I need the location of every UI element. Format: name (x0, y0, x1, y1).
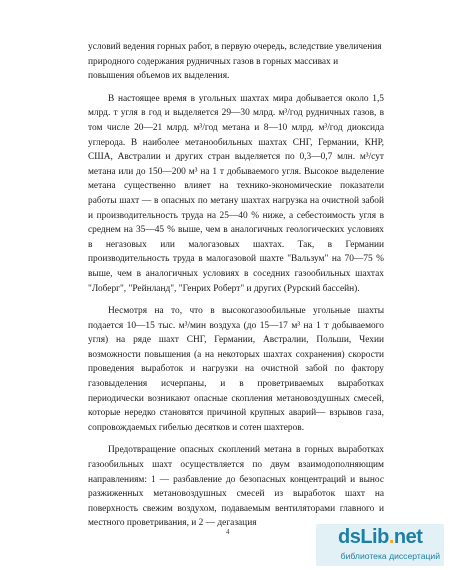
logo-text-dot: . (388, 526, 394, 548)
watermark-subtitle: библиотека диссертаций (340, 551, 440, 561)
paragraph-ventilation: Несмотря на то, что в высокогазообильные угольные шахты подается 10—15 тыс. м³/мин воздуха (до 15—17 м³ на 1 т добываемого угля) на ряде шахт СНГ, Германии, Австралии, Польши, Чехии возможности повышения (а на некоторых шахтах сохранения) скорости проведения выработок и нагрузки на очистной забой по фактору газовыделения исчерпаны, и в проветриваемых выработках периодически возникают опасные скопления метановоздушных смесей, которые нередко становятся причиной крупных аварий— взрывов газа, сопровождаемых гибелью десятков и сотен шахтеров. (88, 306, 384, 433)
dslib-watermark (316, 524, 444, 566)
logo-text-net: net (393, 526, 423, 548)
page-number: 4 (226, 528, 230, 536)
logo-text-dslib: dsLib (338, 526, 389, 548)
paragraph-continuation: условий ведения горных работ, в первую очередь, вследствие увеличения природного содержания рудничных газов в горных массивах и повышения объемов их выделения. (88, 42, 382, 82)
dslib-logo (338, 526, 422, 549)
paragraph-prevention: Предотвращение опасных скоплений метана в горных выработках газообильных шахт осуществляется по двум взаимодополняющим направлениям: 1 — разбавление до безопасных концентраций и вынос разжиженных метановоздушных смесей из выработок шахт на поверхность свежим воздухом, подаваемым вентиляторами главного и местного проветривания, и 2 — дегазация (88, 445, 384, 529)
paragraph-methane-statistics: В настоящее время в угольных шахтах мира добывается около 1,5 млрд. т угля в год и выделяется 29—30 млрд. м³/год рудничных газов, в том числе 20—21 млрд. м³/год метана и 8—10 млрд. м³/год диоксида углерода. В наиболее метанообильных шахтах СНГ, Германии, КНР, США, Австралии и других стран выделяется по 0,3—0,7 млн. м³/сут метана или до 150—200 м³ на 1 т добываемого угля. Высокое выделение метана существенно влияет на технико-экономические показатели работы шахт — в опасных по метану шахтах нагрузка на очистной забой и производительность труда на 25—40 % ниже, а себестоимость угля в среднем на 35—45 % выше, чем в аналогичных геологических условиях в негазовых или малогазовых шахтах. Так, в Германии производительность труда в малогазовой шахте "Вальзум" на 70—75 % выше, чем в аналогичных условиях в соседних газообильных шахтах "Лоберг", "Рейнланд", "Генрих Роберт" и других (Рурский бассейн). (88, 93, 384, 294)
body-text (88, 40, 384, 531)
